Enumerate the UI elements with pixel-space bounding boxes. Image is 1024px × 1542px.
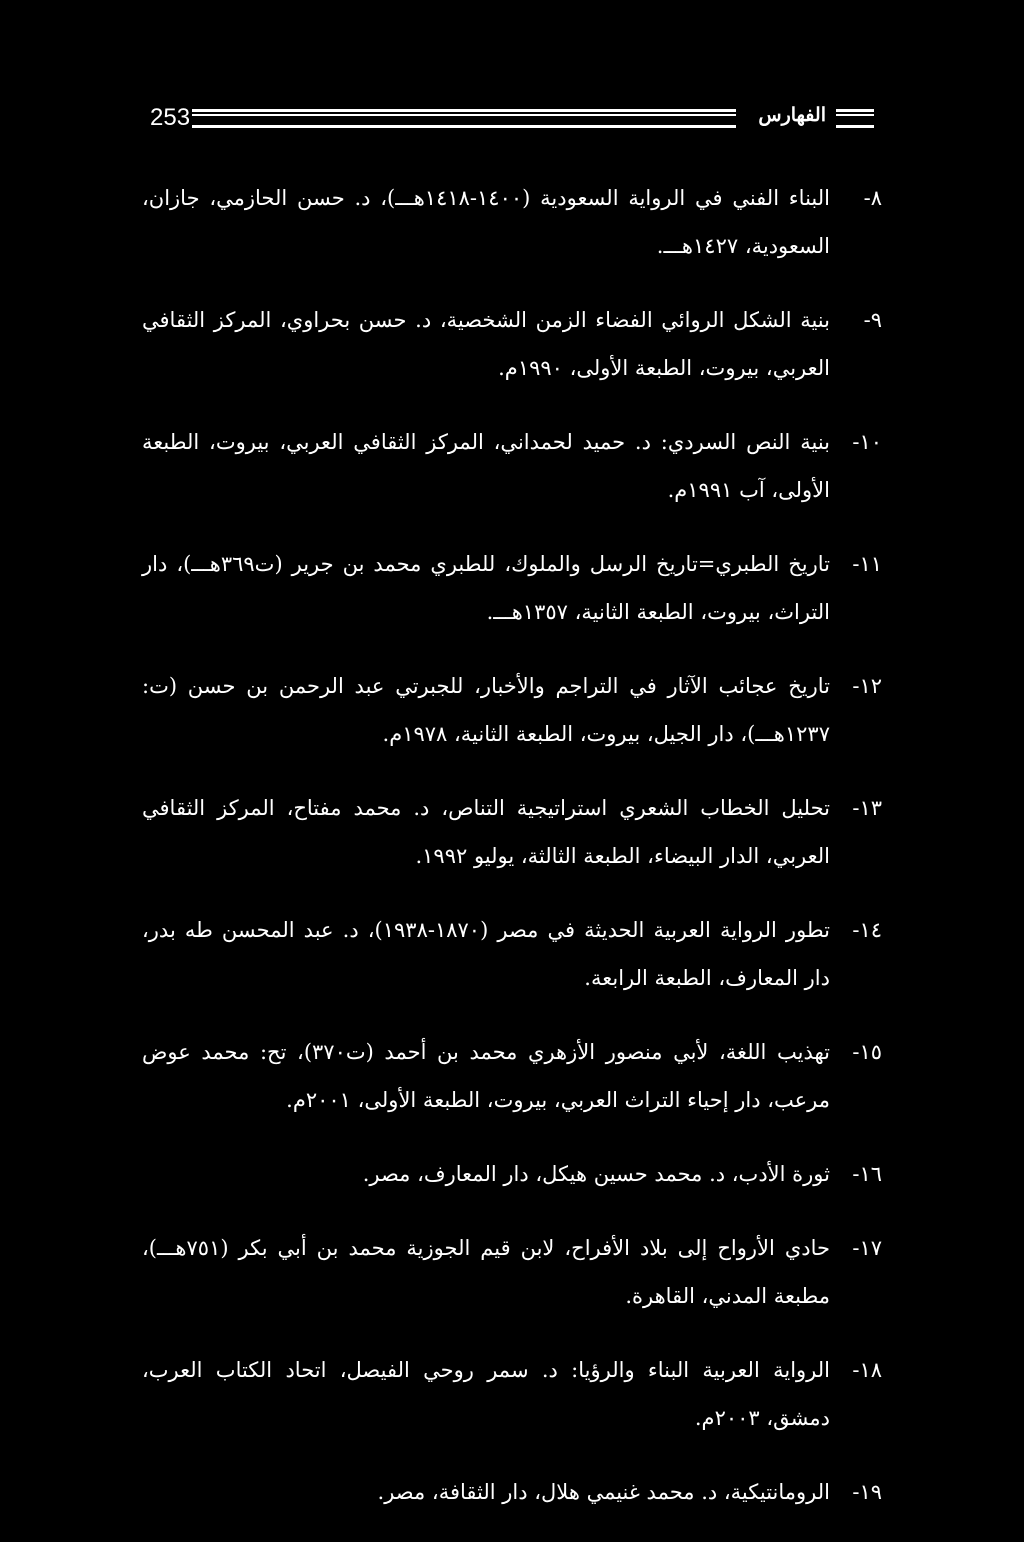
bibliography-entry	[142, 1346, 882, 1442]
bibliography-entry	[142, 662, 882, 758]
bibliography-entry	[142, 296, 882, 392]
entry-number: ١١-	[852, 552, 882, 576]
entry-number: ١٥-	[852, 1040, 882, 1064]
entry-text: تحليل الخطاب الشعري استراتيجية التناص، د. محمد مفتاح، المركز الثقافي العربي، الدار البيضاء، الطبعة الثالثة، يوليو ١٩٩٢.	[142, 796, 830, 868]
chapter-title: الفهارس	[758, 104, 826, 126]
bibliography-entry	[142, 418, 882, 514]
entry-text: الرومانتيكية، د. محمد غنيمي هلال، دار الثقافة، مصر.	[377, 1480, 830, 1504]
entry-text: حادي الأرواح إلى بلاد الأفراح، لابن قيم الجوزية محمد بن أبي بكر (٧٥١هـــ)، مطبعة المدني، القاهرة.	[142, 1236, 830, 1308]
entry-number: ١٤-	[852, 918, 882, 942]
bibliography-list	[142, 174, 882, 1542]
entry-text: بنية الشكل الروائي الفضاء الزمن الشخصية، د. حسن بحراوي، المركز الثقافي العربي، بيروت، الطبعة الأولى، ١٩٩٠م.	[142, 308, 830, 380]
bibliography-entry	[142, 1224, 882, 1320]
header-rule-short	[836, 109, 874, 128]
entry-text: تهذيب اللغة، لأبي منصور الأزهري محمد بن أحمد (ت٣٧٠)، تح: محمد عوض مرعب، دار إحياء التراث العربي، بيروت، الطبعة الأولى، ٢٠٠١م.	[142, 1040, 830, 1112]
entry-number: ٨-	[863, 186, 882, 210]
entry-text: تاريخ عجائب الآثار في التراجم والأخبار، للجبرتي عبد الرحمن بن حسن (ت: ١٢٣٧هـــ)، دار الجيل، بيروت، الطبعة الثانية، ١٩٧٨م.	[142, 674, 830, 746]
page-header	[146, 100, 876, 140]
header-rule-long	[192, 109, 736, 128]
entry-text: الرواية العربية البناء والرؤيا: د. سمر روحي الفيصل، اتحاد الكتاب العرب، دمشق، ٢٠٠٣م.	[142, 1358, 830, 1430]
bibliography-entry	[142, 1150, 882, 1198]
entry-number: ١٧-	[852, 1236, 882, 1260]
entry-number: ١٩-	[852, 1480, 882, 1504]
entry-number: ١٨-	[852, 1358, 882, 1382]
bibliography-entry	[142, 784, 882, 880]
entry-text: البناء الفني في الرواية السعودية (١٤٠٠-١٤١٨هـــ)، د. حسن الحازمي، جازان، السعودية، ١٤٢٧هـــ.	[142, 186, 830, 258]
bibliography-entry	[142, 174, 882, 270]
bibliography-entry	[142, 906, 882, 1002]
bibliography-entry	[142, 1028, 882, 1124]
entry-number: ١٠-	[852, 430, 882, 454]
entry-text: بنية النص السردي: د. حميد لحمداني، المركز الثقافي العربي، بيروت، الطبعة الأولى، آب ١٩٩١م.	[142, 430, 830, 502]
entry-text: تاريخ الطبري=تاريخ الرسل والملوك، للطبري محمد بن جرير (ت٣٦٩هـــ)، دار التراث، بيروت، الطبعة الثانية، ١٣٥٧هـــ.	[142, 552, 830, 624]
bibliography-entry	[142, 540, 882, 636]
entry-number: ١٢-	[852, 674, 882, 698]
bibliography-entry	[142, 1468, 882, 1516]
entry-text: ثورة الأدب، د. محمد حسين هيكل، دار المعارف، مصر.	[362, 1162, 830, 1186]
entry-text: تطور الرواية العربية الحديثة في مصر (١٨٧٠-١٩٣٨)، د. عبد المحسن طه بدر، دار المعارف، الطبعة الرابعة.	[142, 918, 830, 990]
entry-number: ٩-	[863, 308, 882, 332]
page-number: 253	[150, 104, 191, 131]
entry-number: ١٣-	[852, 796, 882, 820]
entry-number: ١٦-	[852, 1162, 882, 1186]
